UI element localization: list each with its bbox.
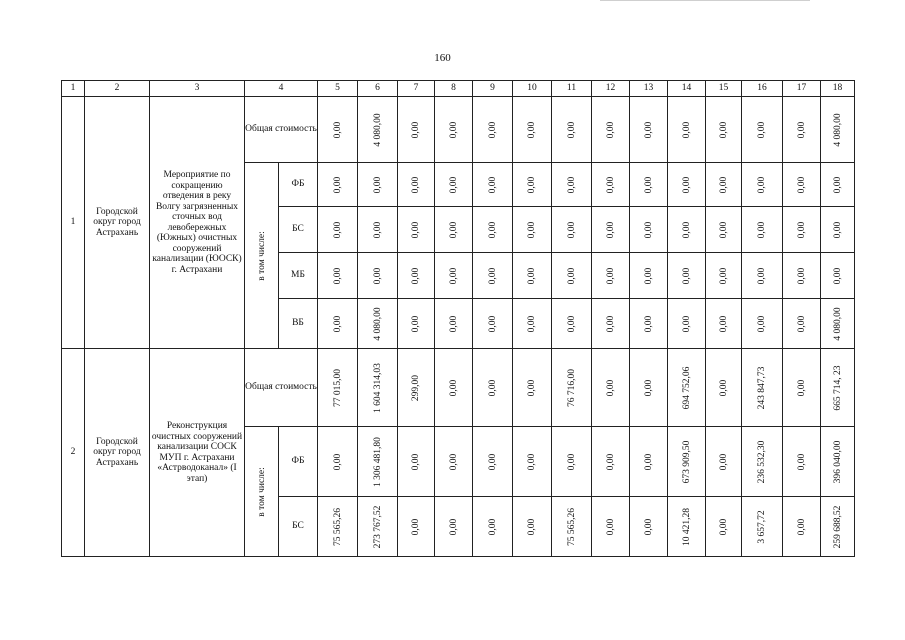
value-cell	[552, 253, 592, 299]
value-cell-text: 1 604 314,03	[372, 362, 383, 413]
value-cell-text: 0,00	[448, 176, 459, 193]
column-number: 11	[552, 81, 592, 97]
value-cell-text: 0,00	[681, 176, 692, 193]
value-cell-text: 0,00	[372, 176, 383, 193]
value-cell	[630, 163, 668, 207]
value-cell-text: 0,00	[832, 267, 843, 284]
funding-source-code: БС	[279, 497, 318, 557]
column-number: 5	[318, 81, 358, 97]
value-cell	[592, 163, 630, 207]
value-cell-text: 0,00	[605, 453, 616, 470]
value-cell	[742, 299, 783, 349]
value-cell-text: 299,00	[410, 374, 421, 401]
value-cell	[706, 97, 742, 163]
value-cell-text: 0,00	[487, 518, 498, 535]
value-cell	[821, 349, 855, 427]
value-cell	[513, 163, 552, 207]
value-cell	[592, 97, 630, 163]
column-number: 14	[668, 81, 706, 97]
value-cell-text: 0,00	[718, 221, 729, 238]
value-cell	[318, 299, 358, 349]
value-cell-text: 0,00	[526, 267, 537, 284]
value-cell-text: 0,00	[332, 453, 343, 470]
value-cell-text: 0,00	[448, 379, 459, 396]
value-cell-text: 0,00	[796, 221, 807, 238]
value-cell-text: 0,00	[410, 121, 421, 138]
value-cell-text: 0,00	[487, 221, 498, 238]
measure-description: Реконструкция очистных сооружений канализации СОСК МУП г. Астрахани «Астрводоканал» (I этап)	[150, 349, 245, 557]
value-cell-text: 0,00	[332, 315, 343, 332]
value-cell-text: 0,00	[410, 267, 421, 284]
header-row	[62, 81, 895, 97]
column-number: 13	[630, 81, 668, 97]
value-cell	[783, 253, 821, 299]
value-cell-text: 0,00	[605, 121, 616, 138]
value-cell	[513, 349, 552, 427]
value-cell	[742, 349, 783, 427]
value-cell	[668, 427, 706, 497]
value-cell	[592, 207, 630, 253]
row-number: 2	[62, 349, 85, 557]
value-cell-text: 0,00	[566, 176, 577, 193]
value-cell	[783, 497, 821, 557]
value-cell-text: 0,00	[681, 121, 692, 138]
value-cell-text: 0,00	[526, 176, 537, 193]
value-cell	[358, 253, 398, 299]
value-cell	[473, 427, 513, 497]
value-cell	[783, 207, 821, 253]
value-cell	[398, 163, 435, 207]
value-cell	[592, 299, 630, 349]
value-cell	[358, 163, 398, 207]
value-cell-text: 0,00	[332, 221, 343, 238]
column-number: 4	[245, 81, 318, 97]
value-cell-text: 4 080,00	[832, 306, 843, 341]
value-cell	[706, 299, 742, 349]
value-cell	[318, 349, 358, 427]
value-cell-text: 694 752,06	[681, 366, 692, 409]
value-cell	[630, 97, 668, 163]
value-cell	[552, 299, 592, 349]
value-cell	[358, 97, 398, 163]
value-cell-text: 0,00	[448, 315, 459, 332]
value-cell	[318, 253, 358, 299]
funding-source-code: МБ	[279, 253, 318, 299]
value-cell	[552, 207, 592, 253]
column-number: 2	[85, 81, 150, 97]
value-cell	[398, 497, 435, 557]
measure-description: Мероприятие по сокращению отведения в реку Волгу загрязненных сточных вод левобережных (Южных) очистных сооружений канализации (ЮОСК) г. Астрахани	[150, 97, 245, 349]
breakdown-label-text: в том числе:	[256, 230, 267, 281]
value-cell	[742, 207, 783, 253]
value-cell	[630, 299, 668, 349]
value-cell	[706, 427, 742, 497]
value-cell	[552, 497, 592, 557]
value-cell	[592, 427, 630, 497]
value-cell-text: 0,00	[410, 176, 421, 193]
table-row	[62, 97, 895, 163]
value-cell-text: 0,00	[332, 176, 343, 193]
breakdown-label-text: в том числе:	[256, 466, 267, 517]
value-cell	[552, 427, 592, 497]
column-number: 7	[398, 81, 435, 97]
value-cell-text: 0,00	[605, 379, 616, 396]
value-cell-text: 1 306 481,80	[372, 436, 383, 487]
value-cell-text: 0,00	[796, 176, 807, 193]
value-cell-text: 243 847,73	[756, 366, 767, 409]
column-number: 10	[513, 81, 552, 97]
value-cell	[358, 427, 398, 497]
value-cell	[821, 299, 855, 349]
value-cell-text: 0,00	[448, 267, 459, 284]
value-cell-text: 0,00	[718, 453, 729, 470]
value-cell	[668, 349, 706, 427]
value-cell	[473, 253, 513, 299]
value-cell	[821, 427, 855, 497]
breakdown-label	[245, 163, 279, 349]
municipality: Городской округ город Астрахань	[85, 97, 150, 349]
value-cell-text: 0,00	[448, 221, 459, 238]
value-cell	[473, 163, 513, 207]
value-cell	[513, 207, 552, 253]
value-cell-text: 236 532,30	[756, 440, 767, 483]
value-cell-text: 0,00	[332, 121, 343, 138]
value-cell	[358, 207, 398, 253]
value-cell	[435, 427, 473, 497]
value-cell-text: 4 080,00	[832, 112, 843, 147]
value-cell-text: 665 714, 23	[832, 364, 843, 411]
value-cell	[706, 497, 742, 557]
value-cell	[668, 497, 706, 557]
value-cell-text: 0,00	[448, 453, 459, 470]
value-cell	[821, 253, 855, 299]
value-cell	[742, 427, 783, 497]
value-cell-text: 77 015,00	[332, 368, 343, 407]
value-cell-text: 0,00	[566, 221, 577, 238]
budget-table	[61, 80, 895, 557]
value-cell	[742, 497, 783, 557]
value-cell-text: 0,00	[487, 379, 498, 396]
value-cell	[630, 253, 668, 299]
value-cell-text: 0,00	[756, 176, 767, 193]
table-row	[62, 349, 895, 427]
value-cell	[630, 497, 668, 557]
value-cell	[552, 163, 592, 207]
row-number: 1	[62, 97, 85, 349]
value-cell	[318, 97, 358, 163]
value-cell	[318, 207, 358, 253]
value-cell-text: 0,00	[566, 121, 577, 138]
value-cell	[435, 207, 473, 253]
value-cell-text: 0,00	[796, 453, 807, 470]
value-cell	[783, 427, 821, 497]
value-cell-text: 0,00	[643, 379, 654, 396]
value-cell-text: 0,00	[526, 121, 537, 138]
value-cell-text: 0,00	[718, 518, 729, 535]
value-cell-text: 0,00	[526, 453, 537, 470]
value-cell	[513, 97, 552, 163]
column-number: 9	[473, 81, 513, 97]
value-cell-text: 0,00	[526, 518, 537, 535]
funding-source-code: ФБ	[279, 163, 318, 207]
value-cell-text: 0,00	[448, 518, 459, 535]
value-cell	[742, 97, 783, 163]
value-cell	[358, 497, 398, 557]
value-cell	[473, 497, 513, 557]
funding-source-code: ВБ	[279, 299, 318, 349]
value-cell-text: 0,00	[605, 267, 616, 284]
value-cell	[473, 299, 513, 349]
value-cell	[435, 349, 473, 427]
value-cell-text: 0,00	[796, 267, 807, 284]
value-cell-text: 0,00	[756, 221, 767, 238]
value-cell	[435, 299, 473, 349]
value-cell-text: 0,00	[410, 453, 421, 470]
value-cell	[742, 163, 783, 207]
value-cell	[435, 497, 473, 557]
value-cell	[435, 163, 473, 207]
value-cell	[398, 207, 435, 253]
value-cell	[552, 97, 592, 163]
column-number: 6	[358, 81, 398, 97]
funding-source-code: ФБ	[279, 427, 318, 497]
value-cell-text: 4 080,00	[372, 306, 383, 341]
value-cell-text: 0,00	[526, 315, 537, 332]
value-cell-text: 0,00	[681, 221, 692, 238]
value-cell	[706, 207, 742, 253]
value-cell-text: 396 040,00	[832, 440, 843, 483]
value-cell	[783, 349, 821, 427]
value-cell-text: 0,00	[566, 315, 577, 332]
value-cell-text: 3 657,72	[756, 509, 767, 544]
column-number: 16	[742, 81, 783, 97]
value-cell	[630, 349, 668, 427]
value-cell	[821, 97, 855, 163]
table-body	[62, 81, 895, 557]
value-cell-text: 75 565,26	[332, 507, 343, 546]
value-cell	[473, 207, 513, 253]
value-cell	[552, 349, 592, 427]
value-cell	[783, 299, 821, 349]
value-cell-text: 0,00	[487, 121, 498, 138]
value-cell-text: 0,00	[796, 379, 807, 396]
value-cell	[668, 299, 706, 349]
value-cell-text: 0,00	[332, 267, 343, 284]
value-cell	[592, 253, 630, 299]
value-cell	[318, 427, 358, 497]
breakdown-label	[245, 427, 279, 557]
value-cell-text: 0,00	[410, 221, 421, 238]
value-cell	[742, 253, 783, 299]
column-number: 15	[706, 81, 742, 97]
value-cell-text: 0,00	[487, 176, 498, 193]
value-cell	[821, 497, 855, 557]
value-cell	[783, 97, 821, 163]
value-cell-text: 0,00	[756, 315, 767, 332]
value-cell	[398, 97, 435, 163]
column-number: 17	[783, 81, 821, 97]
value-cell	[668, 207, 706, 253]
value-cell-text: 10 421,28	[681, 507, 692, 546]
value-cell-text: 0,00	[643, 176, 654, 193]
value-cell-text: 0,00	[832, 176, 843, 193]
value-cell-text: 4 080,00	[372, 112, 383, 147]
value-cell	[706, 349, 742, 427]
value-cell-text: 0,00	[448, 121, 459, 138]
value-cell-text: 0,00	[487, 267, 498, 284]
municipality: Городской округ город Астрахань	[85, 349, 150, 557]
value-cell-text: 0,00	[566, 267, 577, 284]
value-cell-text: 0,00	[643, 121, 654, 138]
value-cell	[513, 497, 552, 557]
value-cell-text: 0,00	[643, 453, 654, 470]
total-cost-label: Общая стоимость	[245, 349, 318, 427]
value-cell-text: 0,00	[681, 267, 692, 284]
value-cell	[398, 349, 435, 427]
value-cell	[473, 349, 513, 427]
value-cell-text: 0,00	[566, 453, 577, 470]
value-cell	[592, 349, 630, 427]
column-number: 12	[592, 81, 630, 97]
value-cell-text: 75 565,26	[566, 507, 577, 546]
value-cell-text: 0,00	[796, 121, 807, 138]
value-cell-text: 0,00	[796, 518, 807, 535]
value-cell	[821, 207, 855, 253]
value-cell-text: 0,00	[681, 315, 692, 332]
column-number: 8	[435, 81, 473, 97]
value-cell	[358, 299, 398, 349]
value-cell-text: 0,00	[756, 121, 767, 138]
value-cell	[630, 427, 668, 497]
value-cell-text: 0,00	[796, 315, 807, 332]
column-number: 18	[821, 81, 855, 97]
funding-source-code: БС	[279, 207, 318, 253]
value-cell-text: 0,00	[643, 267, 654, 284]
value-cell-text: 0,00	[718, 121, 729, 138]
value-cell	[398, 427, 435, 497]
value-cell	[358, 349, 398, 427]
value-cell-text: 0,00	[526, 379, 537, 396]
value-cell-text: 0,00	[718, 176, 729, 193]
value-cell-text: 273 767,52	[372, 505, 383, 548]
value-cell	[668, 253, 706, 299]
value-cell-text: 0,00	[756, 267, 767, 284]
value-cell	[398, 253, 435, 299]
value-cell	[821, 163, 855, 207]
value-cell	[435, 97, 473, 163]
value-cell-text: 0,00	[832, 221, 843, 238]
value-cell-text: 0,00	[526, 221, 537, 238]
value-cell	[630, 207, 668, 253]
value-cell-text: 259 688,52	[832, 505, 843, 548]
value-cell	[592, 497, 630, 557]
value-cell	[706, 253, 742, 299]
value-cell-text: 0,00	[605, 518, 616, 535]
value-cell	[513, 299, 552, 349]
value-cell	[318, 497, 358, 557]
value-cell	[318, 163, 358, 207]
value-cell-text: 673 909,50	[681, 440, 692, 483]
value-cell	[668, 97, 706, 163]
page-number: 160	[434, 52, 451, 64]
value-cell-text: 0,00	[605, 176, 616, 193]
value-cell-text: 0,00	[487, 453, 498, 470]
value-cell-text: 0,00	[410, 518, 421, 535]
value-cell	[668, 163, 706, 207]
total-cost-label: Общая стоимость	[245, 97, 318, 163]
value-cell-text: 0,00	[643, 315, 654, 332]
value-cell-text: 0,00	[718, 379, 729, 396]
value-cell-text: 0,00	[410, 315, 421, 332]
value-cell-text: 0,00	[605, 221, 616, 238]
column-number: 3	[150, 81, 245, 97]
top-edge-line	[600, 0, 810, 1]
value-cell	[706, 163, 742, 207]
value-cell-text: 0,00	[643, 518, 654, 535]
value-cell-text: 0,00	[372, 267, 383, 284]
value-cell-text: 0,00	[718, 315, 729, 332]
value-cell-text: 0,00	[372, 221, 383, 238]
value-cell-text: 0,00	[643, 221, 654, 238]
value-cell	[513, 253, 552, 299]
value-cell	[435, 253, 473, 299]
column-number: 1	[62, 81, 85, 97]
value-cell	[783, 163, 821, 207]
value-cell	[473, 97, 513, 163]
value-cell-text: 0,00	[718, 267, 729, 284]
value-cell-text: 76 716,00	[566, 368, 577, 407]
value-cell	[513, 427, 552, 497]
value-cell-text: 0,00	[487, 315, 498, 332]
value-cell	[398, 299, 435, 349]
value-cell-text: 0,00	[605, 315, 616, 332]
